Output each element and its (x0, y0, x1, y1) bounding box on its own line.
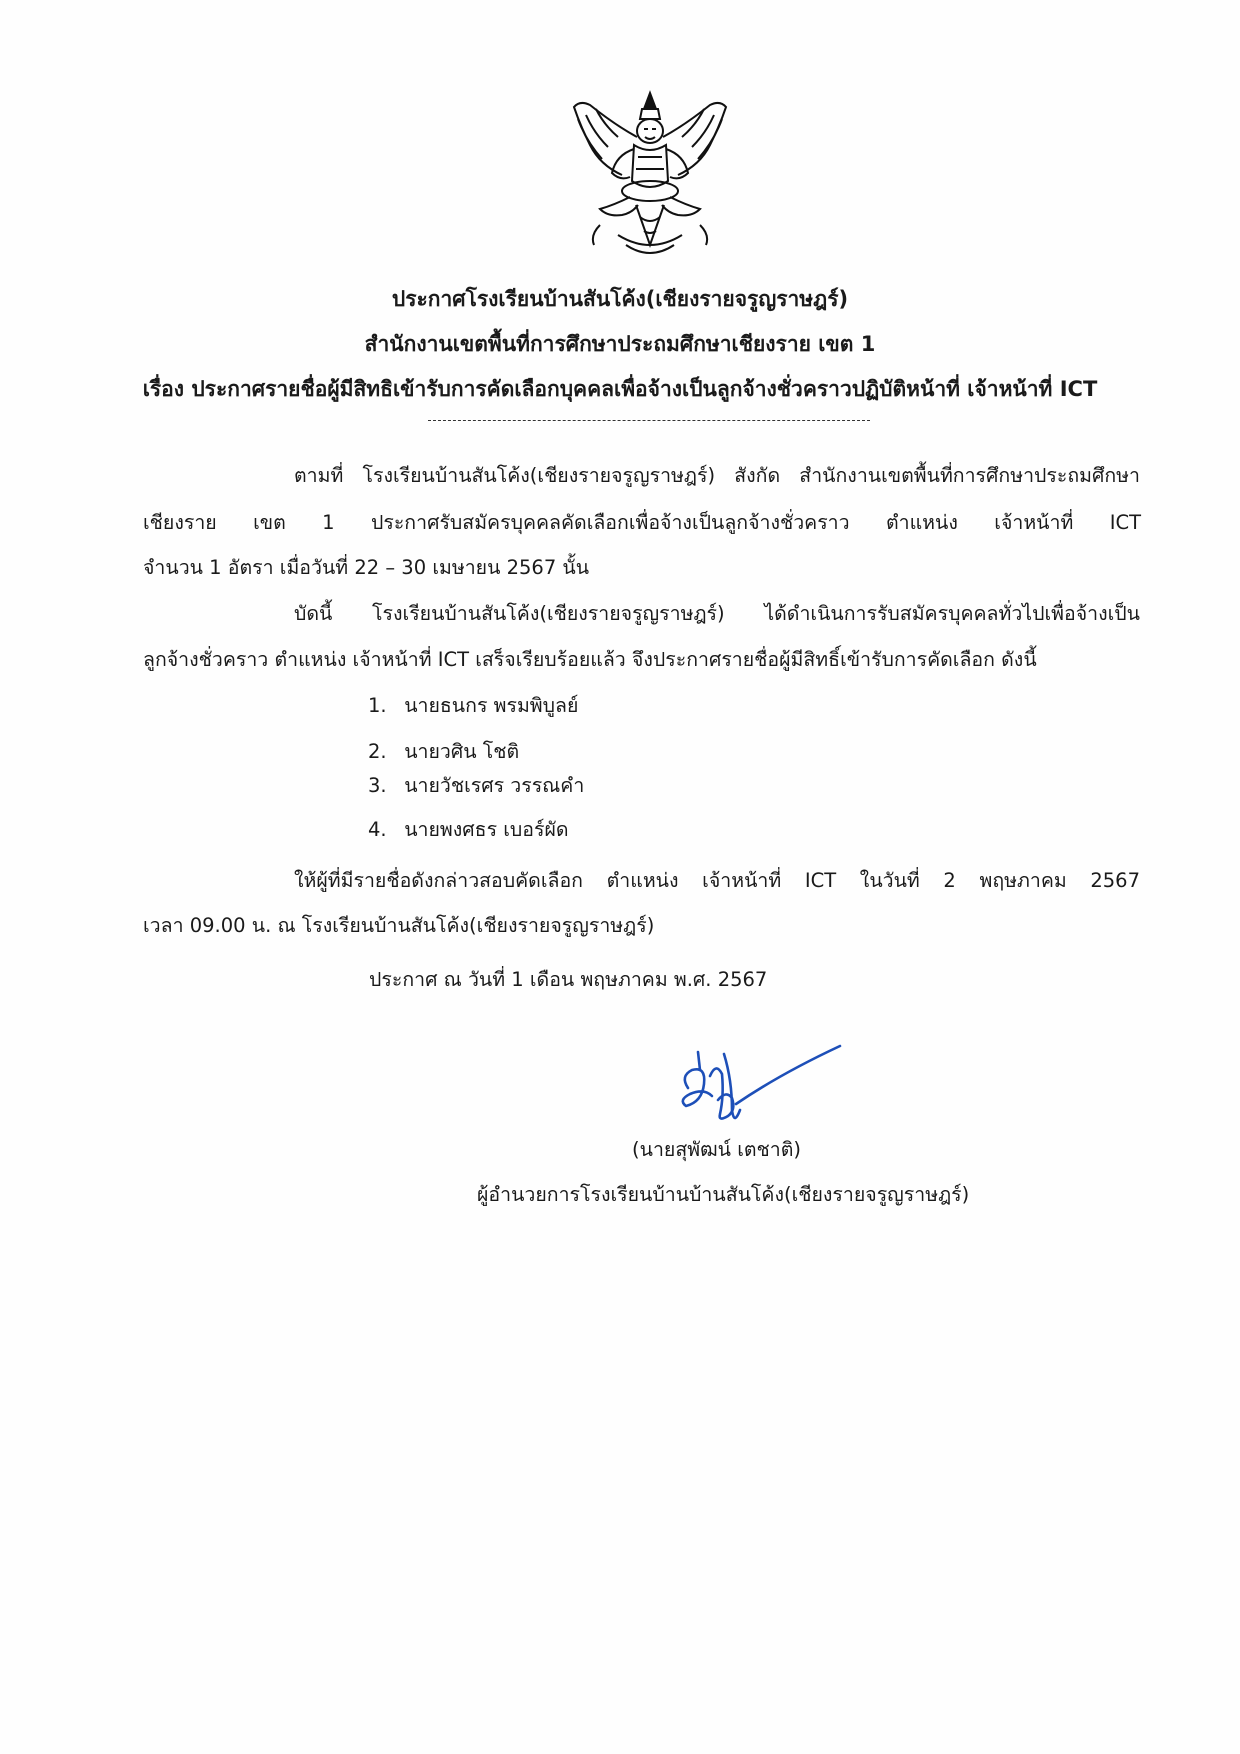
paragraph-1-line-3: จำนวน 1 อัตรา เมื่อวันที่ 22 – 30 เมษายน 2567 นั้น (143, 556, 590, 579)
paragraph-2-line-1: บัดนี้ โรงเรียนบ้านสันโค้ง(เชียงรายจรูญราษฎร์) ได้ดำเนินการรับสมัครบุคคลทั่วไปเพื่อจ้างเป็น (294, 602, 1140, 625)
candidate-name: นายพงศธร เบอร์ผัด (404, 818, 569, 841)
list-item (368, 815, 569, 845)
list-item (368, 771, 584, 801)
list-item-number: 1. (368, 694, 387, 717)
signer-name: (นายสุพัฒน์ เตชาติ) (632, 1138, 801, 1161)
paragraph-3-line-1: ให้ผู้ที่มีรายชื่อดังกล่าวสอบคัดเลือก ตำแหน่ง เจ้าหน้าที่ ICT ในวันที่ 2 พฤษภาคม 2567 (294, 869, 1140, 892)
signer-position: ผู้อำนวยการโรงเรียนบ้านบ้านสันโค้ง(เชียงรายจรูญราษฎร์) (477, 1183, 970, 1206)
subject-title: เรื่อง ประกาศรายชื่อผู้มีสิทธิเข้ารับการคัดเลือกบุคคลเพื่อจ้างเป็นลูกจ้างชั่วคราวปฏิบัติหน้าที่ เจ้าหน้าที่ ICT (142, 377, 1098, 401)
handwritten-signature (670, 1040, 850, 1140)
dashed-divider (428, 420, 870, 421)
office-title: สำนักงานเขตพื้นที่การศึกษาประถมศึกษาเชียงราย เขต 1 (364, 332, 876, 356)
list-item-number: 4. (368, 818, 387, 841)
paragraph-1-line-2: เชียงราย เขต 1 ประกาศรับสมัครบุคคลคัดเลือกเพื่อจ้างเป็นลูกจ้างชั่วคราว ตำแหน่ง เจ้าหน้าที่ ICT (143, 511, 1141, 534)
announcement-date: ประกาศ ณ วันที่ 1 เดือน พฤษภาคม พ.ศ. 2567 (369, 968, 768, 991)
candidate-name: นายธนกร พรมพิบูลย์ (404, 694, 579, 717)
announcement-title: ประกาศโรงเรียนบ้านสันโค้ง(เชียงรายจรูญราษฎร์) (391, 287, 849, 311)
list-item (368, 691, 578, 721)
list-item (368, 737, 519, 767)
paragraph-1-line-1: ตามที่ โรงเรียนบ้านสันโค้ง(เชียงรายจรูญราษฎร์) สังกัด สำนักงานเขตพื้นที่การศึกษาประถมศึกษา (294, 464, 1140, 487)
paragraph-2-line-2: ลูกจ้างชั่วคราว ตำแหน่ง เจ้าหน้าที่ ICT เสร็จเรียบร้อยแล้ว จึงประกาศรายชื่อผู้มีสิทธิ์เข้ารับการคัดเลือก ดังนี้ (143, 648, 1037, 671)
candidate-name: นายวัชเรศร วรรณคำ (404, 774, 585, 797)
candidate-name: นายวศิน โชติ (404, 740, 520, 763)
paragraph-3-line-2: เวลา 09.00 น. ณ โรงเรียนบ้านสันโค้ง(เชียงรายจรูญราษฎร์) (143, 914, 655, 937)
garuda-emblem-icon (560, 85, 740, 270)
list-item-number: 2. (368, 740, 387, 763)
list-item-number: 3. (368, 774, 387, 797)
